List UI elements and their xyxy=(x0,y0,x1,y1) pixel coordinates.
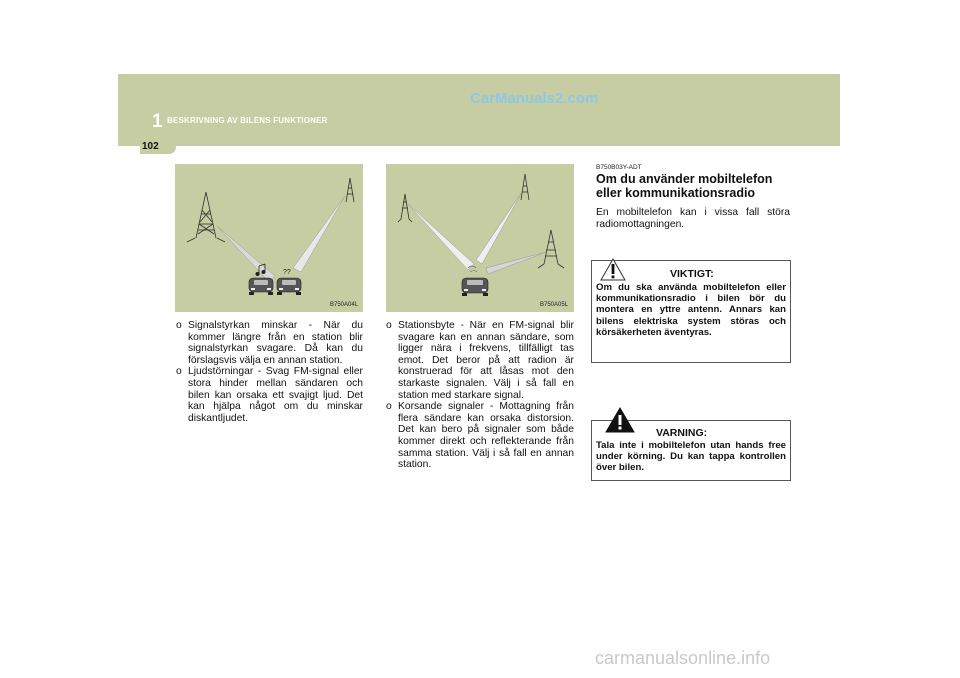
figure-code: B750A04L xyxy=(330,302,359,308)
column-2-list xyxy=(386,320,574,471)
bullet-marker: o xyxy=(386,401,392,413)
list-item-text: Ljudstörningar - Svag FM-signal eller stora hinder mellan sändaren och bilen kan orsaka ett svajigt ljud. Det kan hjälpa något om du minskar diskantljudet. xyxy=(188,366,363,424)
notice-body: Om du ska använda mobiltelefon eller kommunikationsradio i bilen bör du montera en yttre antenn. Annars kan bilens elektriska system störas och körsäkerheten äventyras. xyxy=(596,282,786,338)
watermark-top[interactable]: CarManuals2.com xyxy=(470,90,599,107)
notice-title: VIKTIGT: xyxy=(670,268,714,280)
section-body: En mobiltelefon kan i vissa fall störa radiomottagningen. xyxy=(596,207,790,230)
list-item-text: Stationsbyte - När en FM-signal blir svagare kan en annan sändare, som ligger nära i frekvens, tillfälligt tas emot. Det beror på att radion är konstruerad för att låsas mot den starkaste signalen. Välj i så fall en station med starkare signal. xyxy=(398,320,574,401)
section-code: B750B03Y-ADT xyxy=(596,164,642,171)
list-item xyxy=(386,320,574,401)
figure-1-illustration xyxy=(175,164,363,312)
radio-tower-icon xyxy=(346,178,354,202)
notice-warning xyxy=(591,420,791,481)
list-item xyxy=(176,320,363,366)
list-item-text: Signalstyrkan minskar - När du kommer längre från en station blir signalstyrkan svagare. Då kan du förslagsvis välja en annan station. xyxy=(188,320,363,366)
bullet-marker: o xyxy=(176,320,182,331)
section-heading: Om du använder mobiltelefon eller kommunikationsradio xyxy=(596,172,773,200)
radio-tower-icon xyxy=(521,174,529,200)
radio-tower-icon xyxy=(398,194,412,222)
notice-important xyxy=(591,260,791,363)
bullet-marker: o xyxy=(176,366,182,378)
notice-body: Tala inte i mobiltelefon utan hands free under körning. Du kan tappa kontrollen över bilen. xyxy=(596,440,786,474)
notice-title: VARNING: xyxy=(656,427,708,439)
bullet-marker: o xyxy=(386,320,392,331)
section-title: BESKRIVNING AV BILENS FUNKTIONER xyxy=(167,116,328,125)
radio-tower-icon xyxy=(187,192,225,242)
sound-question-label: ?? xyxy=(283,269,291,276)
page-number: 102 xyxy=(142,141,159,152)
warning-triangle-icon xyxy=(600,258,626,281)
header-band xyxy=(118,74,840,146)
watermark-bottom[interactable]: carmanualsonline.info xyxy=(595,648,771,668)
list-item xyxy=(176,366,363,424)
list-item-text: Korsande signaler - Mottagning från flera sändare kan orsaka distorsion. Det kan bero på signaler som både kommer direkt och reflekterande från samma station. Välj i så fall en annan station. xyxy=(398,401,574,471)
car-icon xyxy=(277,278,301,295)
figure-code: B750A05L xyxy=(540,302,569,308)
figure-station-change xyxy=(386,164,574,312)
radio-tower-icon xyxy=(538,230,564,268)
figure-signal-weakening xyxy=(175,164,363,312)
chapter-number: 1 xyxy=(152,111,163,132)
column-1-list xyxy=(176,320,363,424)
car-icon xyxy=(249,278,273,295)
warning-triangle-icon xyxy=(605,407,635,433)
figure-2-illustration xyxy=(386,164,574,312)
list-item xyxy=(386,401,574,471)
car-icon xyxy=(462,278,488,296)
